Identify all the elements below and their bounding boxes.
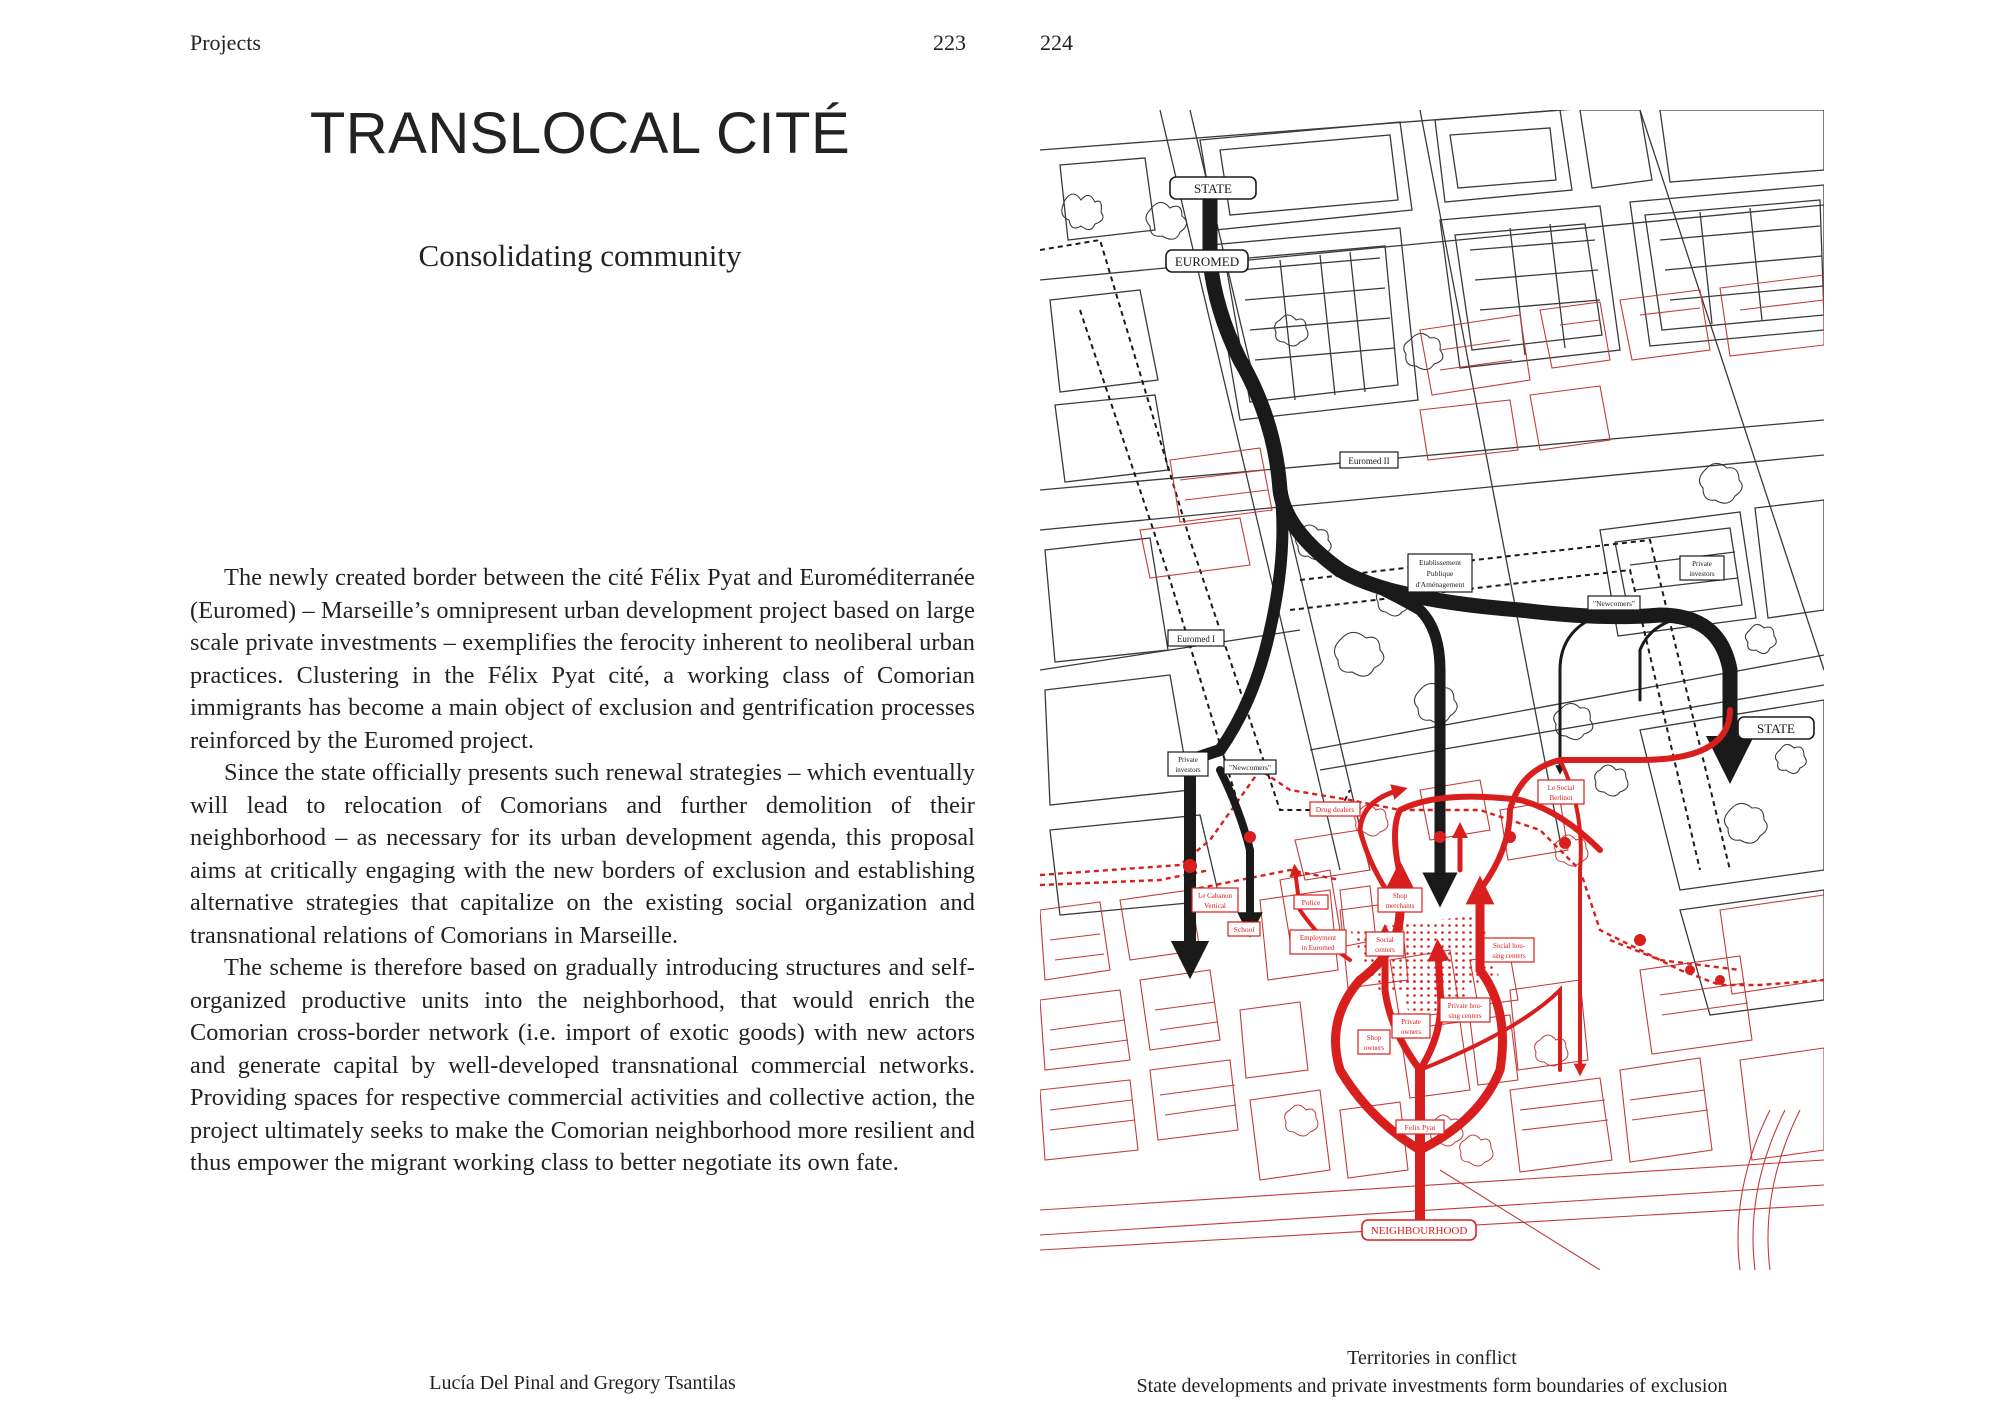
caption-line-1: Territories in conflict xyxy=(1347,1347,1517,1369)
label-private-owners-line1: Private xyxy=(1401,1018,1421,1026)
label-private-investors-right-line2: investors xyxy=(1689,570,1715,578)
label-shop-merchants xyxy=(1378,888,1422,912)
article-subtitle: Consolidating community xyxy=(418,238,742,273)
label-private-housing xyxy=(1440,998,1490,1022)
label-private-investors-left xyxy=(1168,752,1208,776)
paragraph: The newly created border between the cité Félix Pyat and Euroméditerranée (Euromed) – Marseille’s omnipresent urban development project based on large scale private investments – exemplifies the ferocity inherent to neoliberal urban practices. Clustering in the Félix Pyat cité, a working class of Comorian immigrants has become a main object of exclusion and gentrification processes reinforced by the Euromed project. xyxy=(190,564,975,754)
label-private-investors-right-line1: Private xyxy=(1692,560,1712,568)
label-shop-owners xyxy=(1358,1030,1390,1054)
label-le-cabanon-line1: Le Cabanon xyxy=(1197,892,1233,900)
label-state-right-text: STATE xyxy=(1757,721,1795,736)
label-drug-dealers-text: Drug dealers xyxy=(1315,805,1355,814)
authors-line: Lucía Del Pinal and Gregory Tsantilas xyxy=(429,1372,736,1394)
label-state-right xyxy=(1738,717,1814,739)
label-private-investors-right xyxy=(1680,556,1724,580)
label-le-cabanon-line2: Vertical xyxy=(1204,902,1226,910)
page-number-right: 224 xyxy=(1040,30,1073,55)
label-neighbourhood-text: NEIGHBOURHOOD xyxy=(1370,1225,1468,1237)
label-private-owners xyxy=(1392,1014,1430,1038)
label-euromed xyxy=(1166,250,1248,272)
label-shop-merchants-line2: merchants xyxy=(1385,902,1415,910)
label-state-top xyxy=(1170,177,1256,199)
label-newcomers-right-text: "Newcomers" xyxy=(1593,599,1635,608)
label-employment-line2: in Euromed xyxy=(1301,944,1335,952)
label-euromed-2 xyxy=(1340,452,1398,468)
paragraph: Since the state officially presents such renewal strategies – which eventually will lead to relocation of Comorians and further demolition of their neighborhood – as necessary for its urban development agenda, this proposal aims at critically engaging with the new borders of exclusion and establishing alternative strategies that capitalize on the existing social organization and transnational relations of Comorians in Marseille. xyxy=(190,759,975,949)
label-shop-owners-line1: Shop xyxy=(1366,1034,1382,1042)
label-employment xyxy=(1290,930,1346,954)
label-euromed-1 xyxy=(1168,630,1224,646)
label-neighbourhood xyxy=(1362,1220,1476,1240)
label-shop-owners-line2: owners xyxy=(1363,1044,1385,1052)
label-epa-line1: Etablissement xyxy=(1418,558,1462,567)
label-euromed-1-text: Euromed I xyxy=(1176,634,1216,644)
label-le-social xyxy=(1538,780,1584,804)
article-title: TRANSLOCAL CITÉ xyxy=(309,101,851,166)
label-le-social-line2: Berlinot xyxy=(1549,794,1573,802)
label-felix-pyat xyxy=(1396,1120,1444,1134)
label-newcomers-right xyxy=(1588,596,1640,610)
label-epa-line3: d'Aménagement xyxy=(1415,580,1465,589)
label-newcomers-left-text: "Newcomers" xyxy=(1229,763,1271,772)
label-social-housing-line2: sing centers xyxy=(1492,952,1526,960)
label-police-text: Police xyxy=(1301,898,1321,907)
label-le-social-line1: Le Social xyxy=(1547,784,1575,792)
label-newcomers-left xyxy=(1224,760,1276,774)
label-epa xyxy=(1408,554,1472,592)
label-social-centers-line1: Social xyxy=(1376,936,1394,944)
figure-caption xyxy=(1040,1344,1824,1400)
label-private-housing-line1: Private hou- xyxy=(1447,1002,1483,1010)
label-felix-pyat-text: Felix Pyat xyxy=(1404,1123,1436,1132)
label-social-housing xyxy=(1484,938,1534,962)
label-state-top-text: STATE xyxy=(1194,181,1232,196)
label-employment-line1: Employment xyxy=(1299,934,1337,942)
label-private-housing-line2: sing centers xyxy=(1448,1012,1482,1020)
label-police xyxy=(1294,895,1328,909)
label-euromed-text: EUROMED xyxy=(1174,254,1240,269)
label-school xyxy=(1228,922,1260,936)
label-private-investors-left-line2: investors xyxy=(1175,766,1201,774)
label-le-cabanon xyxy=(1192,888,1238,912)
label-social-centers-line2: centers xyxy=(1375,946,1395,954)
label-social-centers xyxy=(1366,932,1404,956)
label-social-housing-line1: Social hou- xyxy=(1492,942,1526,950)
label-epa-line2: Publique xyxy=(1426,569,1454,578)
label-euromed-2-text: Euromed II xyxy=(1348,456,1390,466)
label-shop-merchants-line1: Shop xyxy=(1392,892,1408,900)
label-private-investors-left-line1: Private xyxy=(1178,756,1198,764)
running-head-section: Projects xyxy=(190,30,261,55)
paragraph: The scheme is therefore based on gradually introducing structures and self-organized productive units into the neighborhood, that would enrich the Comorian cross-border network (i.e. import of exotic goods) with new actors and generate capital by well-developed transnational commercial networks. Providing spaces for respective commercial activities and collective action, the project ultimately seeks to make the Comorian neighborhood more resilient and thus empower the migrant working class to better negotiate its own fate. xyxy=(190,954,975,1176)
territory-map xyxy=(1040,110,1824,1270)
territory-map-svg xyxy=(1040,110,1824,1270)
label-private-owners-line2: owners xyxy=(1400,1028,1422,1036)
label-drug-dealers xyxy=(1310,802,1360,816)
caption-line-2: State developments and private investments form boundaries of exclusion xyxy=(1136,1375,1728,1397)
article-body xyxy=(190,562,975,1180)
label-school-text: School xyxy=(1233,925,1255,934)
tree-canopy-north xyxy=(1062,194,1806,843)
page-number-left: 223 xyxy=(933,30,966,55)
